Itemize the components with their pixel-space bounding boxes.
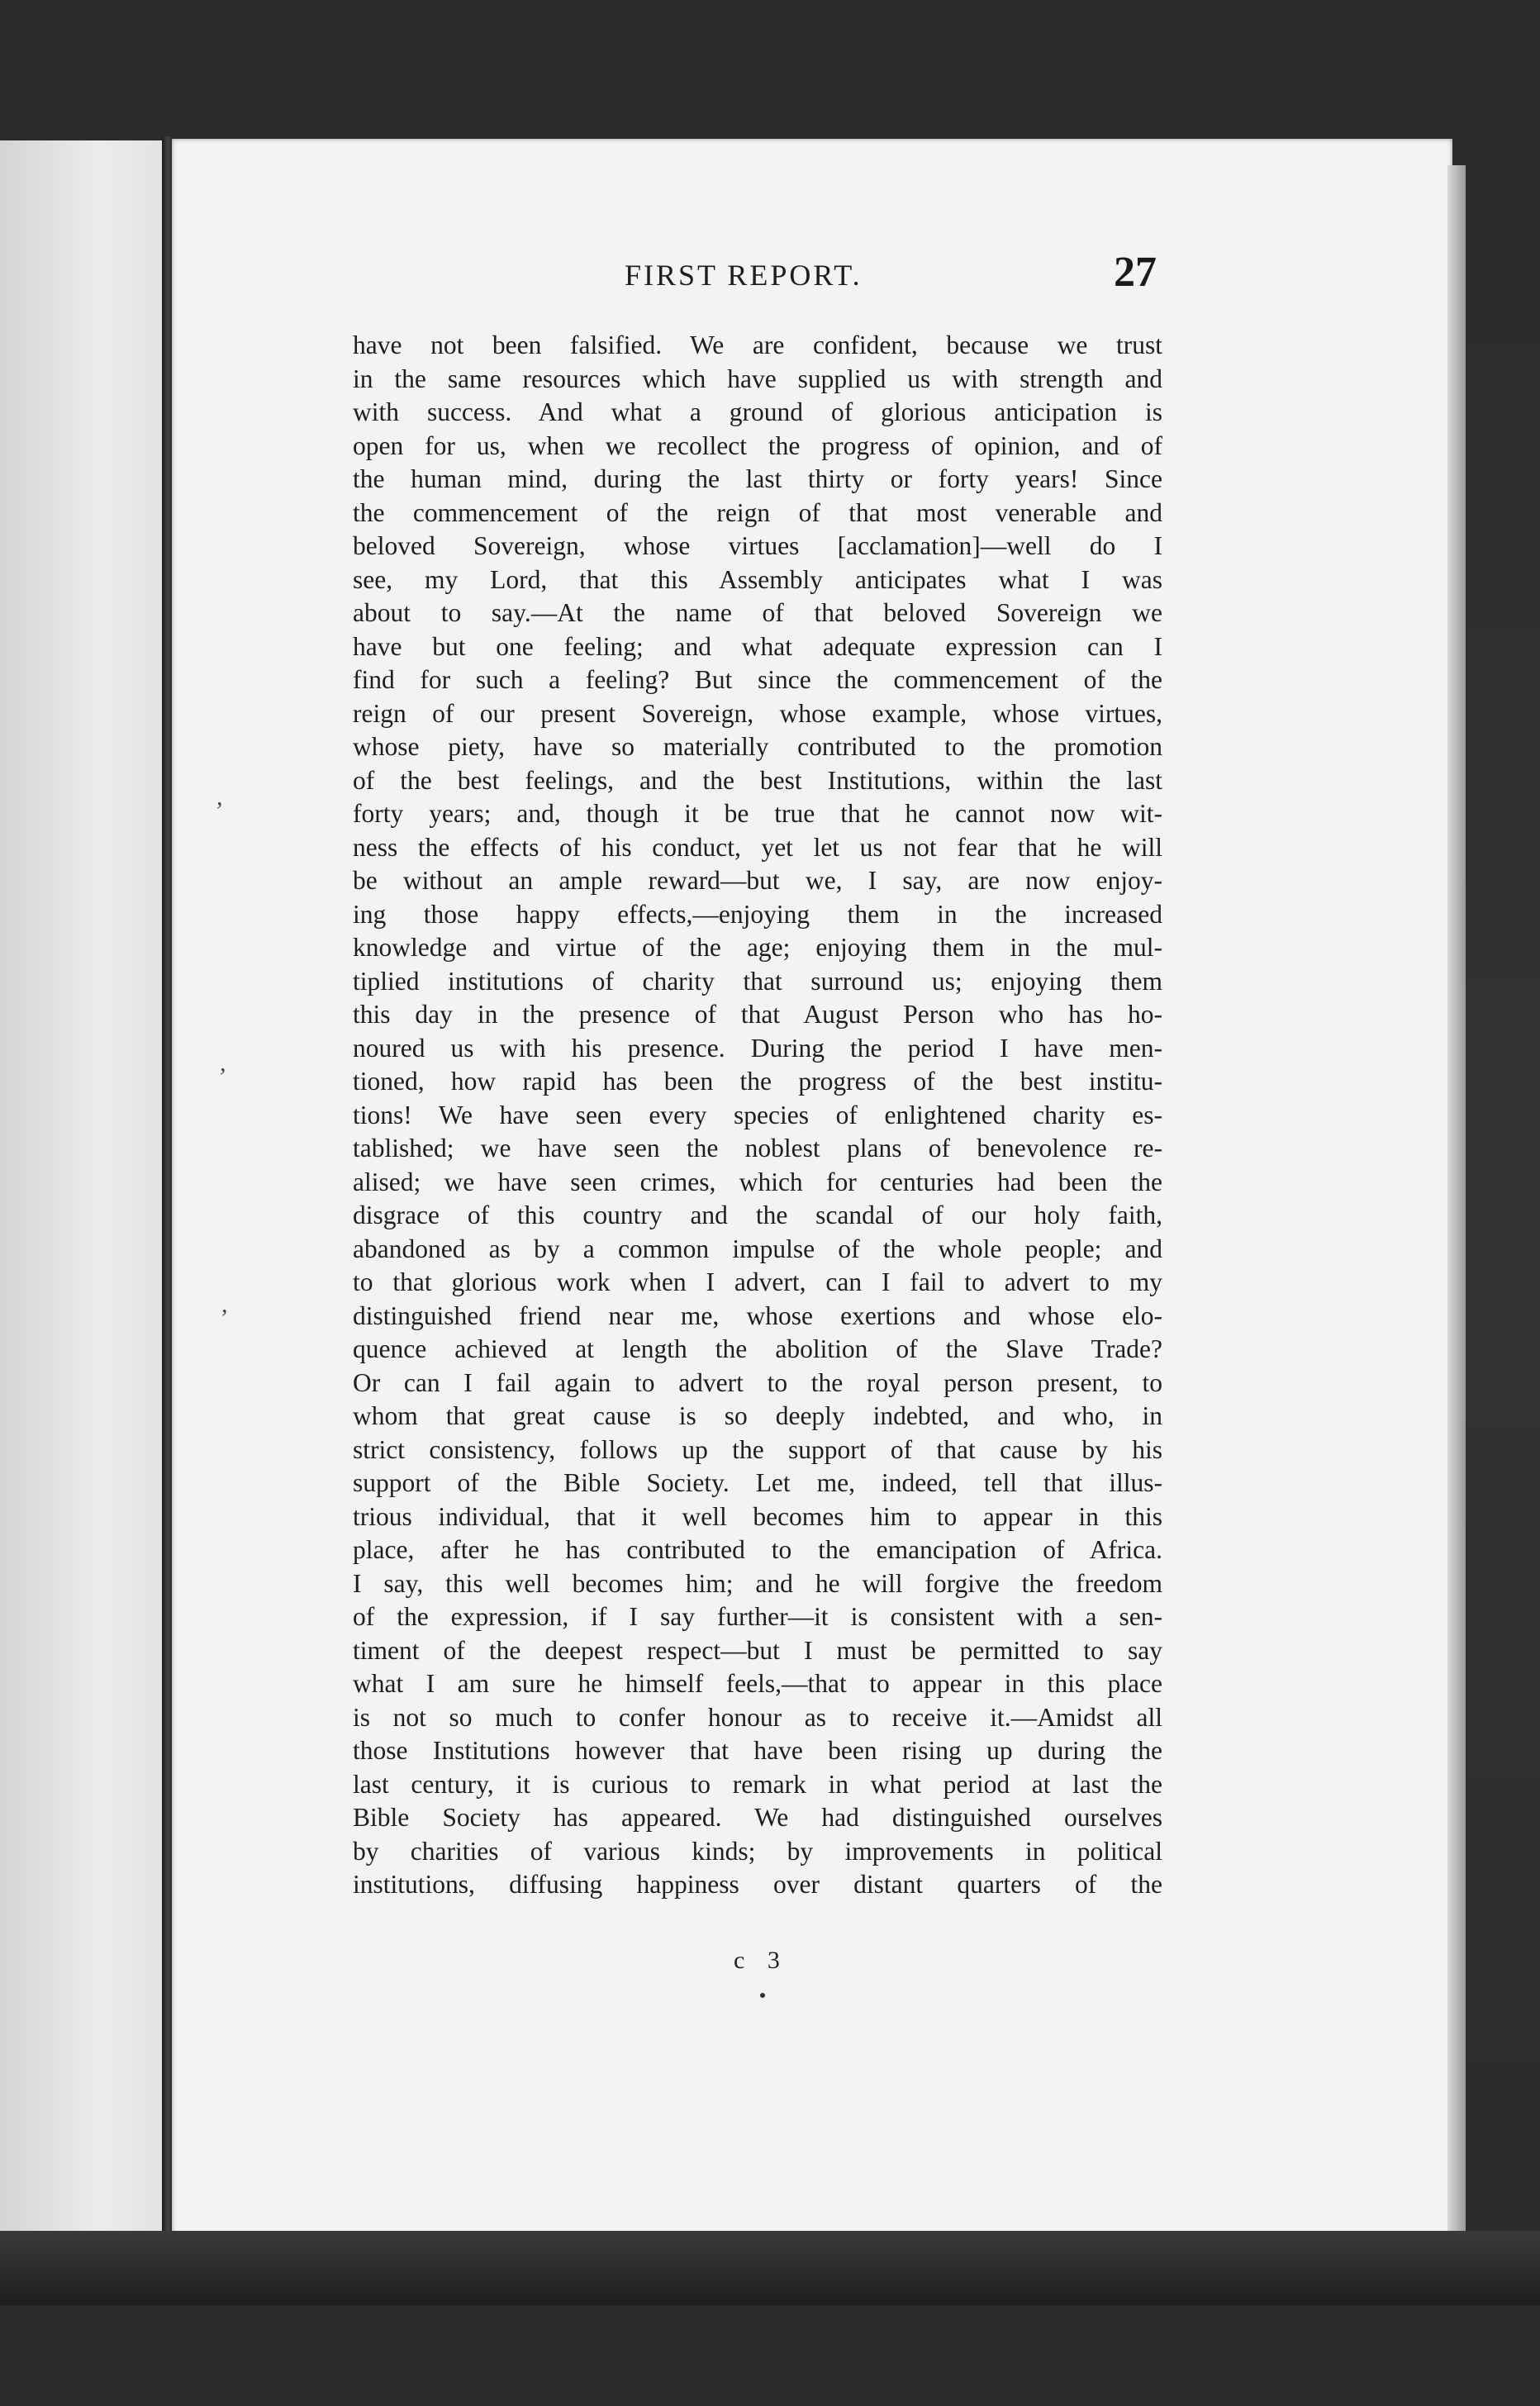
text-line: be without an ample reward—but we, I say, are now enjoy- xyxy=(353,866,1162,895)
text-line: institutions, diffusing happiness over distant quarters of the xyxy=(353,1870,1162,1899)
facing-page-edge xyxy=(0,140,165,2239)
text-line: whose piety, have so materially contributed to the promotion xyxy=(353,732,1162,761)
text-line: of the expression, if I say further—it is consistent with a sen- xyxy=(353,1602,1162,1631)
text-line: tions! We have seen every species of enlightened charity es- xyxy=(353,1100,1162,1129)
margin-pencil-mark: , xyxy=(216,783,223,811)
text-line: in the same resources which have supplied us with strength and xyxy=(353,364,1162,393)
text-line: the human mind, during the last thirty or forty years! Since xyxy=(353,464,1162,493)
text-line: strict consistency, follows up the support of that cause by his xyxy=(353,1434,1162,1464)
text-line: Or can I fail again to advert to the royal person present, to xyxy=(353,1367,1162,1397)
text-line: about to say.—At the name of that beloved Sovereign we xyxy=(353,598,1162,627)
text-line: knowledge and virtue of the age; enjoying them in the mul- xyxy=(353,933,1162,962)
text-line: support of the Bible Society. Let me, indeed, tell that illus- xyxy=(353,1468,1162,1497)
text-line: last century, it is curious to remark in what period at last the xyxy=(353,1769,1162,1799)
text-line: open for us, when we recollect the progress of opinion, and of xyxy=(353,430,1162,460)
text-line: to that glorious work when I advert, can I fail to advert to my xyxy=(353,1267,1162,1296)
text-line: with success. And what a ground of glorious anticipation is xyxy=(353,397,1162,426)
text-line: this day in the presence of that August Person who has ho- xyxy=(353,1000,1162,1029)
footer-dot xyxy=(760,1993,765,1998)
text-line: have but one feeling; and what adequate expression can I xyxy=(353,631,1162,661)
text-line: distinguished friend near me, whose exertions and whose elo- xyxy=(353,1300,1162,1330)
text-line: see, my Lord, that this Assembly anticipates what I was xyxy=(353,564,1162,594)
text-line: tioned, how rapid has been the progress of the best institu- xyxy=(353,1067,1162,1096)
binding-strip xyxy=(0,2231,1540,2305)
page-number: 27 xyxy=(1114,249,1157,296)
text-line: is not so much to confer honour as to receive it.—Amidst all xyxy=(353,1702,1162,1732)
text-line: those Institutions however that have been rising up during the xyxy=(353,1736,1162,1765)
text-line: tiplied institutions of charity that surround us; enjoying them xyxy=(353,966,1162,996)
text-line: I say, this well becomes him; and he will forgive the freedom xyxy=(353,1568,1162,1598)
text-line: timent of the deepest respect—but I must be permitted to say xyxy=(353,1635,1162,1665)
text-line: alised; we have seen crimes, which for centuries had been the xyxy=(353,1167,1162,1196)
running-head-title: FIRST REPORT. xyxy=(625,259,863,292)
text-line: place, after he has contributed to the emancipation of Africa. xyxy=(353,1535,1162,1564)
text-line: ness the effects of his conduct, yet let us not fear that he will xyxy=(353,832,1162,862)
text-line: tablished; we have seen the noblest plans of benevolence re- xyxy=(353,1134,1162,1163)
signature-mark: c 3 xyxy=(734,1947,788,1974)
body-text xyxy=(353,329,1162,1902)
text-line: find for such a feeling? But since the commencement of the xyxy=(353,665,1162,694)
text-line: reign of our present Sovereign, whose example, whose virtues, xyxy=(353,698,1162,728)
page-stack-edge xyxy=(1447,165,1466,2231)
text-line: trious individual, that it well becomes him to appear in this xyxy=(353,1501,1162,1531)
text-line: have not been falsified. We are confident, because we trust xyxy=(353,330,1162,359)
text-line: of the best feelings, and the best Institutions, within the last xyxy=(353,765,1162,795)
running-head xyxy=(172,248,1452,306)
text-line: whom that great cause is so deeply indebted, and who, in xyxy=(353,1401,1162,1430)
text-line: forty years; and, though it be true that he cannot now wit- xyxy=(353,799,1162,828)
margin-pencil-mark: , xyxy=(220,1049,226,1077)
text-line: what I am sure he himself feels,—that to appear in this place xyxy=(353,1669,1162,1698)
text-line: beloved Sovereign, whose virtues [acclamation]—well do I xyxy=(353,531,1162,560)
text-line: the commencement of the reign of that most venerable and xyxy=(353,497,1162,527)
text-line: disgrace of this country and the scandal of our holy faith, xyxy=(353,1201,1162,1229)
margin-pencil-mark: , xyxy=(221,1291,228,1318)
text-line: noured us with his presence. During the period I have men- xyxy=(353,1033,1162,1063)
text-line: quence achieved at length the abolition of the Slave Trade? xyxy=(353,1334,1162,1363)
text-line: abandoned as by a common impulse of the whole people; and xyxy=(353,1234,1162,1263)
text-line: Bible Society has appeared. We had distinguished ourselves xyxy=(353,1803,1162,1832)
text-line: ing those happy effects,—enjoying them in the increased xyxy=(353,899,1162,929)
text-line: by charities of various kinds; by improvements in political xyxy=(353,1836,1162,1866)
